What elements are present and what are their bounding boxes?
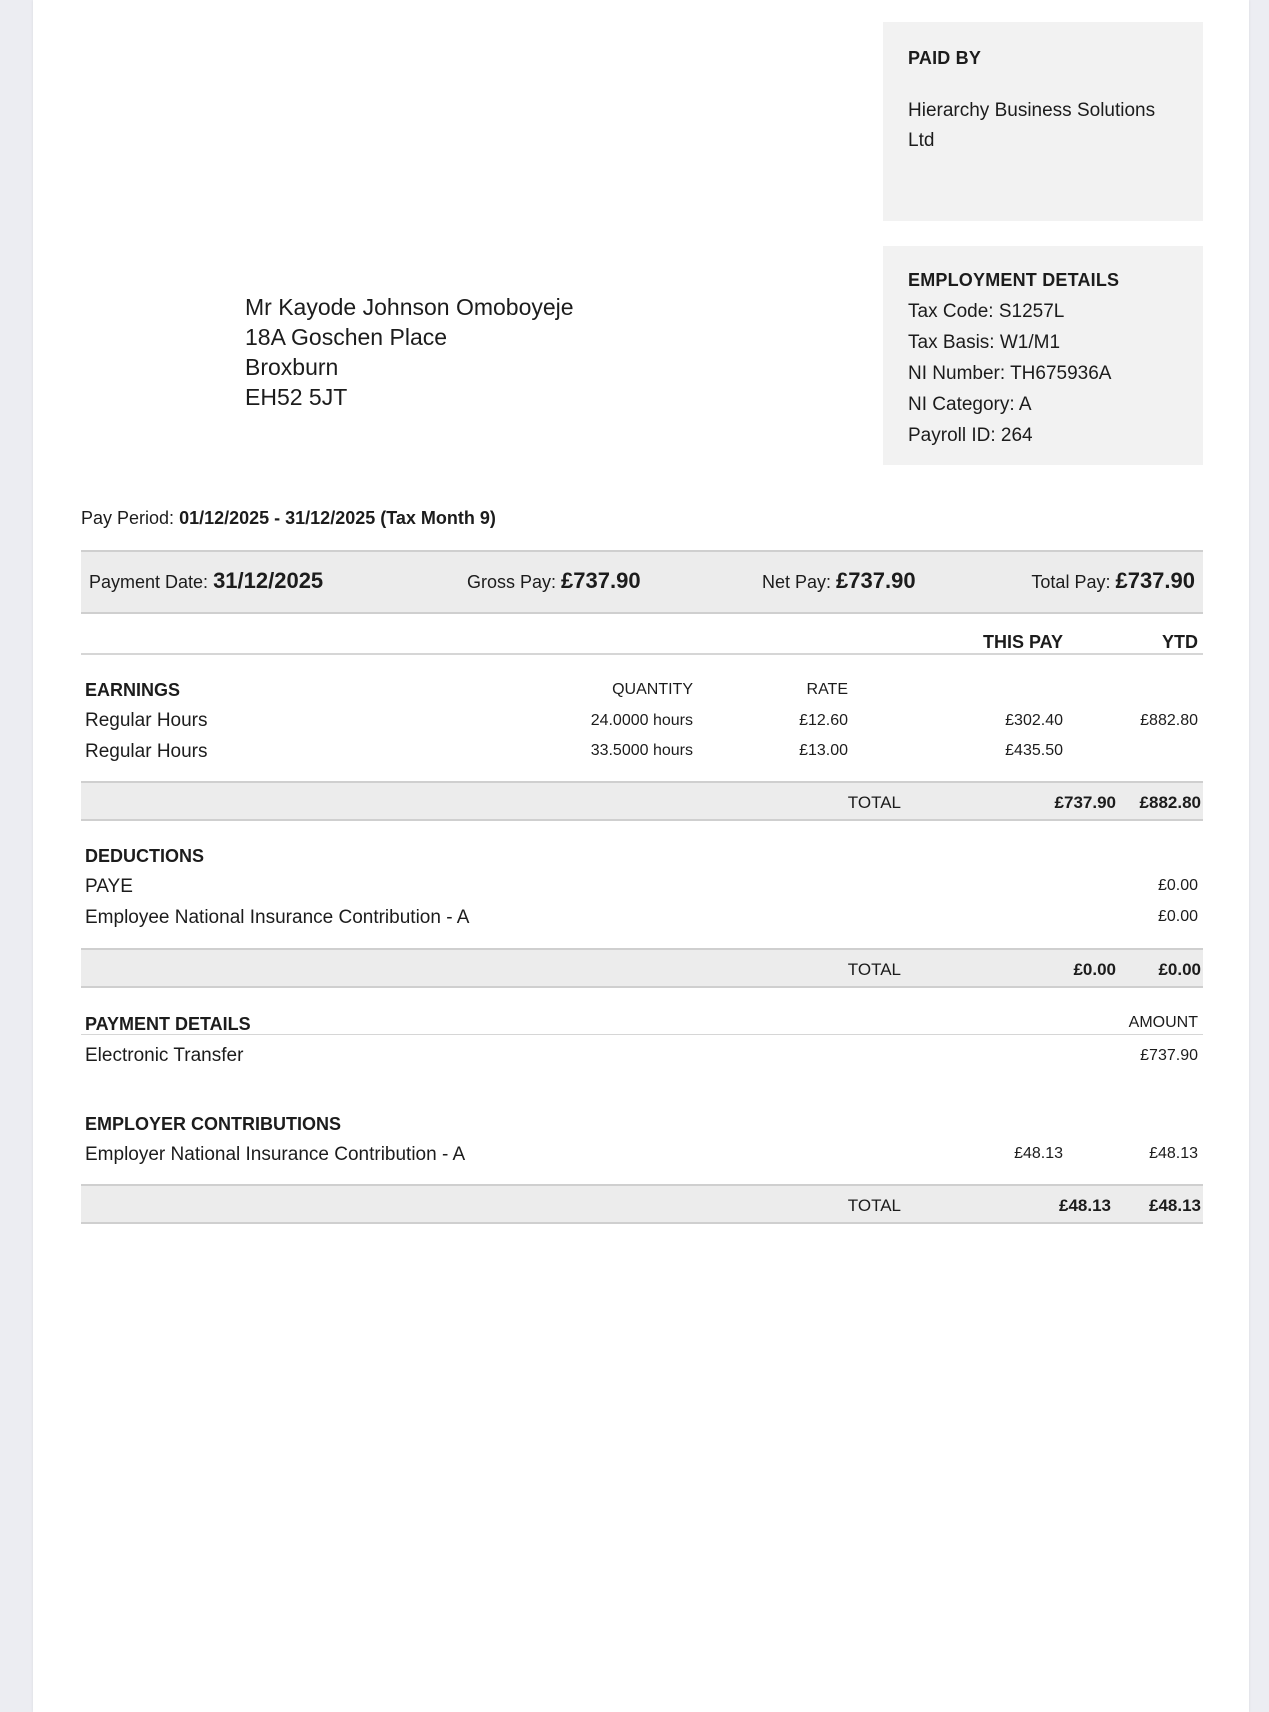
gross-pay (467, 568, 641, 594)
pay-period (81, 508, 496, 529)
employment-title: EMPLOYMENT DETAILS (908, 270, 1120, 290)
payslip-page (33, 0, 1249, 1712)
deductions-row-1-label: PAYE (85, 876, 133, 897)
paid-by-box (883, 22, 1203, 221)
earnings-row-2-rate: £13.00 (799, 742, 848, 759)
employer-contribution-label: Employer National Insurance Contribution - A (85, 1144, 466, 1165)
payment-date (89, 568, 323, 594)
pay-period-label: Pay Period: (81, 508, 180, 528)
address-town: Broxburn (245, 354, 339, 380)
employer-total-band (81, 1184, 1203, 1224)
pay-period-value: 01/12/2025 - 31/12/2025 (Tax Month 9) (179, 508, 496, 528)
payment-details-title: PAYMENT DETAILS (85, 1014, 251, 1034)
deductions-total-ytd: £0.00 (1158, 960, 1201, 979)
earnings-row-2-this-pay: £435.50 (1005, 742, 1063, 759)
ni-category: NI Category: A (908, 394, 1032, 415)
paid-by-line2: Ltd (908, 130, 935, 151)
deductions-total-band (81, 948, 1203, 988)
earnings-total-label: TOTAL (847, 793, 901, 812)
payment-details-rule (81, 1034, 1203, 1035)
deductions-row-1-ytd: £0.00 (1157, 877, 1198, 894)
tax-basis: Tax Basis: W1/M1 (908, 332, 1061, 353)
earnings-total-this-pay: £737.90 (1054, 793, 1116, 812)
earnings-row-1-rate: £12.60 (799, 712, 848, 729)
earnings-row-1-ytd: £882.80 (1140, 712, 1198, 729)
earnings-total-band (81, 781, 1203, 821)
total-pay-label: Total Pay: (1031, 572, 1116, 592)
col-ytd: YTD (1162, 632, 1198, 652)
gross-pay-value: £737.90 (561, 568, 641, 593)
gross-pay-label: Gross Pay: (467, 572, 562, 592)
net-pay (762, 568, 916, 594)
employment-details-box (883, 246, 1203, 465)
paid-by-line1: Hierarchy Business Solutions (908, 100, 1156, 121)
deductions-total-label: TOTAL (847, 960, 901, 979)
payment-method: Electronic Transfer (85, 1045, 244, 1066)
payment-date-label: Payment Date: (89, 572, 214, 592)
employer-total-ytd: £48.13 (1149, 1196, 1201, 1215)
ni-number: NI Number: TH675936A (908, 363, 1112, 384)
deductions-title: DEDUCTIONS (85, 846, 205, 866)
earnings-total-ytd: £882.80 (1139, 793, 1201, 812)
employer-total-label: TOTAL (847, 1196, 901, 1215)
employee-name: Mr Kayode Johnson Omoboyeje (245, 294, 574, 320)
payment-date-value: 31/12/2025 (213, 568, 324, 593)
paid-by-title: PAID BY (908, 48, 982, 68)
earnings-title: EARNINGS (85, 680, 181, 700)
col-rate: RATE (806, 681, 848, 698)
employer-contribution-ytd: £48.13 (1149, 1145, 1198, 1162)
col-amount: AMOUNT (1128, 1014, 1198, 1031)
earnings-row-1-label: Regular Hours (85, 710, 208, 731)
deductions-row-2-label: Employee National Insurance Contribution - A (85, 907, 470, 928)
net-pay-label: Net Pay: (762, 572, 837, 592)
earnings-row-2-label: Regular Hours (85, 741, 208, 762)
payment-amount: £737.90 (1140, 1047, 1198, 1064)
net-pay-value: £737.90 (836, 568, 916, 593)
address-street: 18A Goschen Place (245, 324, 448, 350)
deductions-row-2-ytd: £0.00 (1157, 908, 1198, 925)
employer-contributions-title: EMPLOYER CONTRIBUTIONS (85, 1114, 342, 1134)
col-this-pay: THIS PAY (982, 632, 1063, 652)
employer-contribution-this-pay: £48.13 (1014, 1145, 1063, 1162)
earnings-row-1-quantity: 24.0000 hours (590, 712, 693, 729)
deductions-total-this-pay: £0.00 (1073, 960, 1116, 979)
employer-total-this-pay: £48.13 (1059, 1196, 1111, 1215)
tax-code: Tax Code: S1257L (908, 301, 1065, 322)
total-pay-value: £737.90 (1115, 568, 1195, 593)
total-pay (1031, 568, 1195, 594)
summary-band (81, 550, 1203, 614)
payroll-id: Payroll ID: 264 (908, 425, 1033, 446)
earnings-row-1-this-pay: £302.40 (1005, 712, 1063, 729)
address-postcode: EH52 5JT (245, 384, 348, 410)
header-rule (81, 653, 1203, 655)
earnings-row-2-quantity: 33.5000 hours (590, 742, 693, 759)
col-quantity: QUANTITY (612, 681, 693, 698)
